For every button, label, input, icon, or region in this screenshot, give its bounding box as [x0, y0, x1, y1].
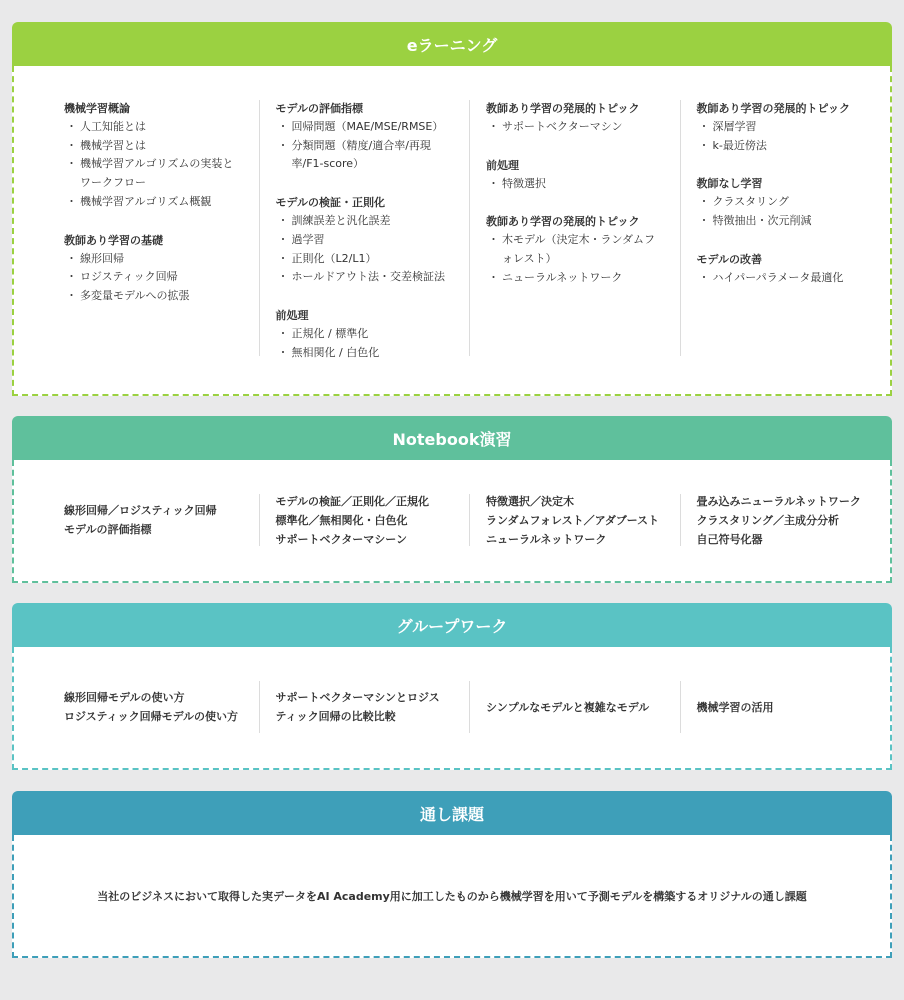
- notebook-header: [12, 416, 892, 460]
- topic-item: ・ 訓練誤差と汎化誤差: [276, 212, 470, 231]
- groupwork-column: [48, 681, 259, 733]
- group-title: モデルの検証・正則化: [275, 196, 385, 210]
- elearning-columns: [48, 100, 890, 359]
- topic-list: [276, 212, 470, 287]
- elearning-column: [48, 100, 259, 356]
- group-title: 前処理: [275, 308, 309, 322]
- group-title: 機械学習概論: [64, 102, 130, 115]
- groupwork-column: [469, 681, 680, 733]
- topic-item: ・ 機械学習アルゴリズム概観: [64, 193, 259, 212]
- elearning-title: eラーニング: [406, 35, 498, 55]
- group-title: 教師あり学習の発展的トピック: [486, 215, 640, 229]
- topic-list: [486, 231, 680, 287]
- group-title: モデルの評価指標: [275, 102, 363, 115]
- elearning-column: [469, 100, 680, 356]
- topic-item: ・ 人工知能とは: [64, 118, 259, 137]
- topic-item: ・ 線形回帰: [64, 250, 259, 269]
- topic-item: ・ k-最近傍法: [697, 137, 891, 156]
- topic-list: [486, 175, 680, 194]
- elearning-header: [12, 22, 892, 66]
- notebook-line: モデルの検証／正則化／正規化: [275, 494, 429, 508]
- topic-list: [697, 269, 891, 288]
- topic-item: ・ 木モデル（決定木・ランダムフォレスト）: [486, 231, 680, 268]
- assignment-header: [12, 791, 892, 835]
- notebook-line: ニューラルネットワーク: [486, 532, 607, 546]
- topic-item: ・ 多変量モデルへの拡張: [64, 287, 259, 306]
- groupwork-line: ロジスティック回帰モデルの使い方: [64, 710, 239, 723]
- groupwork-line: シンプルなモデルと複雑なモデル: [486, 700, 650, 714]
- assignment-text: 当社のビジネスにおいて取得した実データをAI Academy用に加工したものから機械学習を用いて予測モデルを構築するオリジナルの通し課題: [97, 889, 807, 903]
- elearning-body: [12, 66, 892, 396]
- topic-item: ・ 分類問題（精度/適合率/再現率/F1-score）: [276, 137, 470, 174]
- topic-item: ・ ロジスティック回帰: [64, 268, 259, 287]
- groupwork-header: [12, 603, 892, 647]
- elearning-column: [259, 100, 470, 359]
- topic-list: [276, 118, 470, 174]
- group-title: モデルの改善: [696, 252, 762, 266]
- notebook-section: [12, 416, 892, 583]
- topic-list: [64, 250, 259, 306]
- elearning-column: [680, 100, 891, 356]
- topic-item: ・ 特徴選択: [486, 175, 680, 194]
- groupwork-column: [259, 681, 470, 733]
- topic-item: ・ 過学習: [276, 231, 470, 250]
- groupwork-title: グループワーク: [396, 616, 508, 636]
- group-title: 前処理: [486, 158, 519, 172]
- group-title: 教師あり学習の発展的トピック: [486, 102, 640, 115]
- topic-item: ・ 機械学習とは: [64, 137, 259, 156]
- group-title: 教師あり学習の基礎: [64, 233, 163, 247]
- topic-item: ・ 特徴抽出・次元削減: [697, 212, 891, 231]
- notebook-column: [259, 494, 470, 546]
- assignment-title: 通し課題: [419, 804, 484, 824]
- topic-item: ・ 正則化（L2/L1）: [276, 250, 470, 269]
- group-title: 教師なし学習: [696, 177, 763, 191]
- topic-list: [697, 118, 891, 155]
- topic-item: ・ クラスタリング: [697, 193, 891, 212]
- topic-list: [64, 118, 259, 212]
- notebook-column: [48, 494, 259, 546]
- topic-item: ・ 正規化 / 標準化: [276, 325, 470, 344]
- notebook-body: [12, 460, 892, 583]
- topic-item: ・ ニューラルネットワーク: [486, 269, 680, 288]
- assignment-section: [12, 791, 892, 958]
- notebook-line: 特徴選択／決定木: [486, 494, 574, 508]
- groupwork-line: サポートベクターマシンとロジス: [275, 691, 440, 704]
- notebook-line: クラスタリング／主成分分析: [696, 513, 839, 527]
- assignment-body: [12, 835, 892, 958]
- groupwork-column: [680, 681, 891, 733]
- notebook-line: モデルの評価指標: [64, 523, 152, 536]
- groupwork-columns: [48, 681, 890, 733]
- topic-item: ・ サポートベクターマシン: [486, 118, 680, 137]
- group-title: 教師あり学習の発展的トピック: [696, 102, 851, 115]
- topic-item: ・ 深層学習: [697, 118, 891, 137]
- groupwork-line: ティック回帰の比較比較: [275, 710, 396, 723]
- topic-list: [486, 118, 680, 137]
- notebook-line: ランダムフォレスト／アダブースト: [486, 513, 660, 527]
- notebook-line: 自己符号化器: [696, 532, 763, 546]
- notebook-line: 畳み込みニューラルネットワーク: [696, 494, 861, 508]
- topic-list: [276, 325, 470, 362]
- notebook-line: 標準化／無相関化・白色化: [275, 513, 408, 527]
- topic-item: ・ 無相関化 / 白色化: [276, 344, 470, 363]
- groupwork-line: 線形回帰モデルの使い方: [64, 691, 185, 704]
- notebook-column: [469, 494, 680, 546]
- topic-item: ・ 回帰問題（MAE/MSE/RMSE）: [276, 118, 470, 137]
- topic-list: [697, 193, 891, 230]
- groupwork-body: [12, 647, 892, 770]
- notebook-column: [680, 494, 891, 546]
- notebook-line: サポートベクターマシーン: [275, 532, 408, 546]
- notebook-line: 線形回帰／ロジスティック回帰: [64, 504, 217, 517]
- elearning-section: [12, 22, 892, 396]
- topic-item: ・ 機械学習アルゴリズムの実装とワークフロー: [64, 155, 259, 192]
- topic-item: ・ ホールドアウト法・交差検証法: [276, 268, 470, 287]
- groupwork-section: [12, 603, 892, 770]
- notebook-title: Notebook演習: [392, 429, 512, 449]
- notebook-columns: [48, 494, 890, 546]
- groupwork-line: 機械学習の活用: [696, 700, 774, 714]
- topic-item: ・ ハイパーパラメータ最適化: [697, 269, 891, 288]
